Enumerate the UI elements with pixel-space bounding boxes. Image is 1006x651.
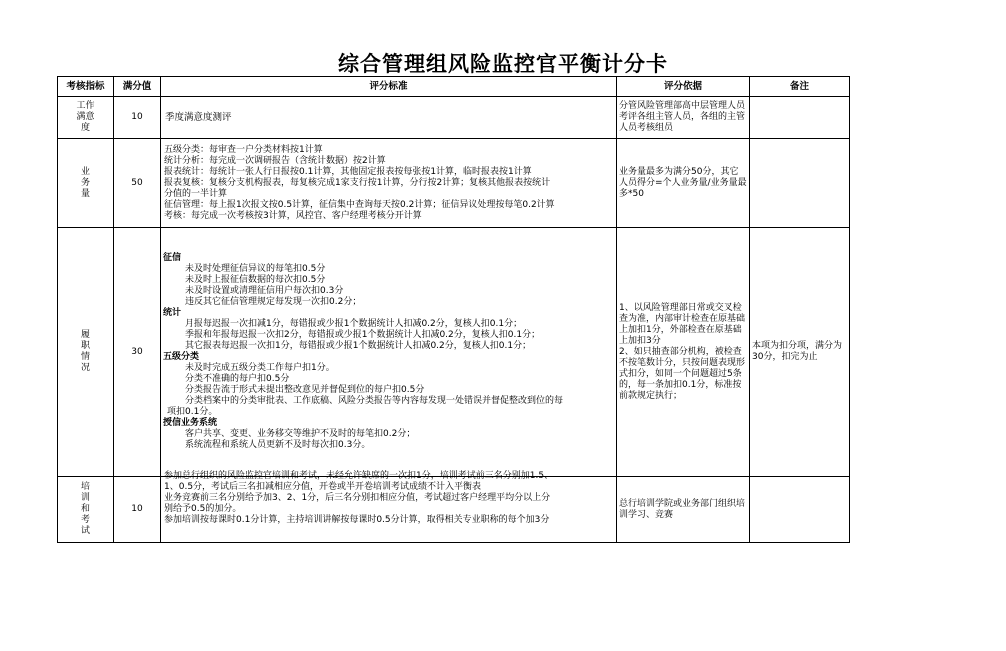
- standard-line: 季报和年报每迟报一次扣2分，每错报或少报1个数据统计人扣减0.2分，复核人扣0.1分；: [185, 330, 541, 340]
- full-score-cell: 30: [114, 228, 161, 477]
- standard-line: 考核：每完成一次考核按3计算，风控官、客户经理考核分开计算: [164, 210, 422, 221]
- note-cell: [750, 477, 850, 543]
- full-score-cell: 10: [114, 477, 161, 543]
- standard-line: 违反其它征信管理规定每发现一次扣0.2分；: [185, 297, 362, 307]
- standard-line: 其它报表每迟报一次扣1分，每错报或少报1个数据统计人扣减0.2分，复核人扣0.1分；: [185, 341, 532, 351]
- standard-line: 未及时处理征信异议的每笔扣0.5分: [185, 264, 326, 274]
- basis-cell: 总行培训学院或业务部门组织培训学习、竞赛: [617, 477, 750, 543]
- table-row: [58, 139, 850, 228]
- section-heading: 五级分类: [163, 352, 200, 362]
- standard-line: 1、0.5分，考试后三名扣减相应分值，开卷或半开卷培训考试成绩不计入平衡表: [164, 482, 482, 492]
- page-title: 综合管理组风险监控官平衡计分卡: [338, 52, 668, 76]
- standard-line: 项扣0.1分。: [167, 407, 218, 417]
- basis-cell: 业务量最多为满分50分，其它人员得分=个人业务量/业务量最多*50: [617, 139, 750, 228]
- indicator-cell: [58, 228, 114, 477]
- note-cell: [750, 139, 850, 228]
- standard-line: 统计分析：每完成一次调研报告（含统计数据）按2计算: [164, 155, 386, 166]
- indicator-cell: [58, 477, 114, 543]
- standard-line: 月报每迟报一次扣减1分，每错报或少报1个数据统计人扣减0.2分，复核人扣0.1分；: [185, 319, 523, 329]
- table-row: [58, 477, 850, 543]
- standard-line: 分类不准确的每户扣0.5分: [185, 374, 290, 384]
- standard-line: 分值的一半计算: [164, 188, 228, 199]
- header-basis: 评分依据: [617, 77, 750, 97]
- header-row: [58, 77, 850, 97]
- table-row: [58, 97, 850, 139]
- header-full-score: 满分值: [114, 77, 161, 97]
- section-heading: 征信: [163, 253, 182, 263]
- standard-line: 报表统计：每统计一张人行日报按0.1计算，其他固定报表按每张按1计算，临时报表按1计算: [164, 166, 532, 177]
- note-cell: 本项为扣分项，满分为30分，扣完为止: [750, 228, 850, 477]
- standard-line: 五级分类：每审查一户分类材料按1计算: [164, 144, 323, 155]
- header-note: 备注: [750, 77, 850, 97]
- standard-line: 业务竞赛前三名分别给予加3、2、1分，后三名分别扣相应分值，考试超过客户经理平均分以上分: [164, 493, 551, 503]
- indicator-cell: [58, 139, 114, 228]
- standard-line: 参加总行组织的风险监控官培训和考试，未经允许缺席的一次扣1分，培训考试前三名分别加1.5、: [164, 471, 554, 481]
- header-standard: 评分标准: [161, 77, 617, 97]
- standard-line: 客户共享、变更、业务移交等维护不及时的每笔扣0.2分；: [185, 429, 416, 439]
- standard-line: 季度满意度测评: [165, 112, 232, 123]
- standard-cell: [161, 228, 617, 477]
- section-heading: 授信业务系统: [163, 418, 218, 428]
- standard-line: 征信管理：每上报1次报文按0.5计算，征信集中查询每天按0.2计算；征信异议处理按每笔0.2计算: [164, 199, 555, 210]
- indicator-label: 工作满意度: [76, 101, 95, 133]
- standard-line: 未及时上报征信数据的每次扣0.5分: [185, 275, 326, 285]
- scorecard-table: [57, 76, 850, 543]
- indicator-label: 履职情况: [80, 330, 90, 373]
- indicator-cell: [58, 97, 114, 139]
- full-score-cell: 50: [114, 139, 161, 228]
- section-heading: 统计: [163, 308, 182, 318]
- standard-line: 报表复核：复核分支机构报表，每复核完成1家支行按1计算，分行按2计算；复核其他报表按统计: [164, 177, 551, 188]
- standard-line: 分类报告流于形式未提出整改意见并督促到位的每户扣0.5分: [185, 385, 425, 395]
- full-score-cell: 10: [114, 97, 161, 139]
- standard-cell: [161, 139, 617, 228]
- standard-line: 参加培训按每课时0.1分计算，主持培训讲解按每课时0.5分计算，取得相关专业职称的每个加3分: [164, 515, 550, 525]
- header-indicator: 考核指标: [58, 77, 114, 97]
- note-cell: [750, 97, 850, 139]
- standard-cell: [161, 97, 617, 139]
- indicator-label: 培训和考试: [80, 482, 90, 536]
- standard-line: 系统流程和系统人员更新不及时每次扣0.3分。: [185, 440, 371, 450]
- standard-line: 分类档案中的分类审批表、工作底稿、风险分类报告等内容每发现一处错误并督促整改到位的每: [185, 396, 564, 406]
- basis-cell: 1、以风险管理部日常或交叉检查为准，内部审计检查在原基础上加扣1分，外部检查在原基础上加扣3分 2、如只抽查部分机构，被检查不按笔数计分，只按问题表现形式扣分，如同一个问题超过5条的，每一条加扣0.1分，标准按前款规定执行；: [617, 228, 750, 477]
- standard-line: 未及时设置或清理征信用户每次扣0.3分: [185, 286, 344, 296]
- standard-cell: [161, 471, 617, 543]
- indicator-label: 业务量: [80, 166, 90, 199]
- basis-cell: 分管风险管理部高中层管理人员考评各组主管人员，各组的主管人员考核组员: [617, 97, 750, 139]
- standard-line: 未及时完成五级分类工作每户扣1分。: [185, 363, 335, 373]
- table-row: [58, 228, 850, 477]
- standard-line: 别给予0.5的加分。: [164, 504, 242, 514]
